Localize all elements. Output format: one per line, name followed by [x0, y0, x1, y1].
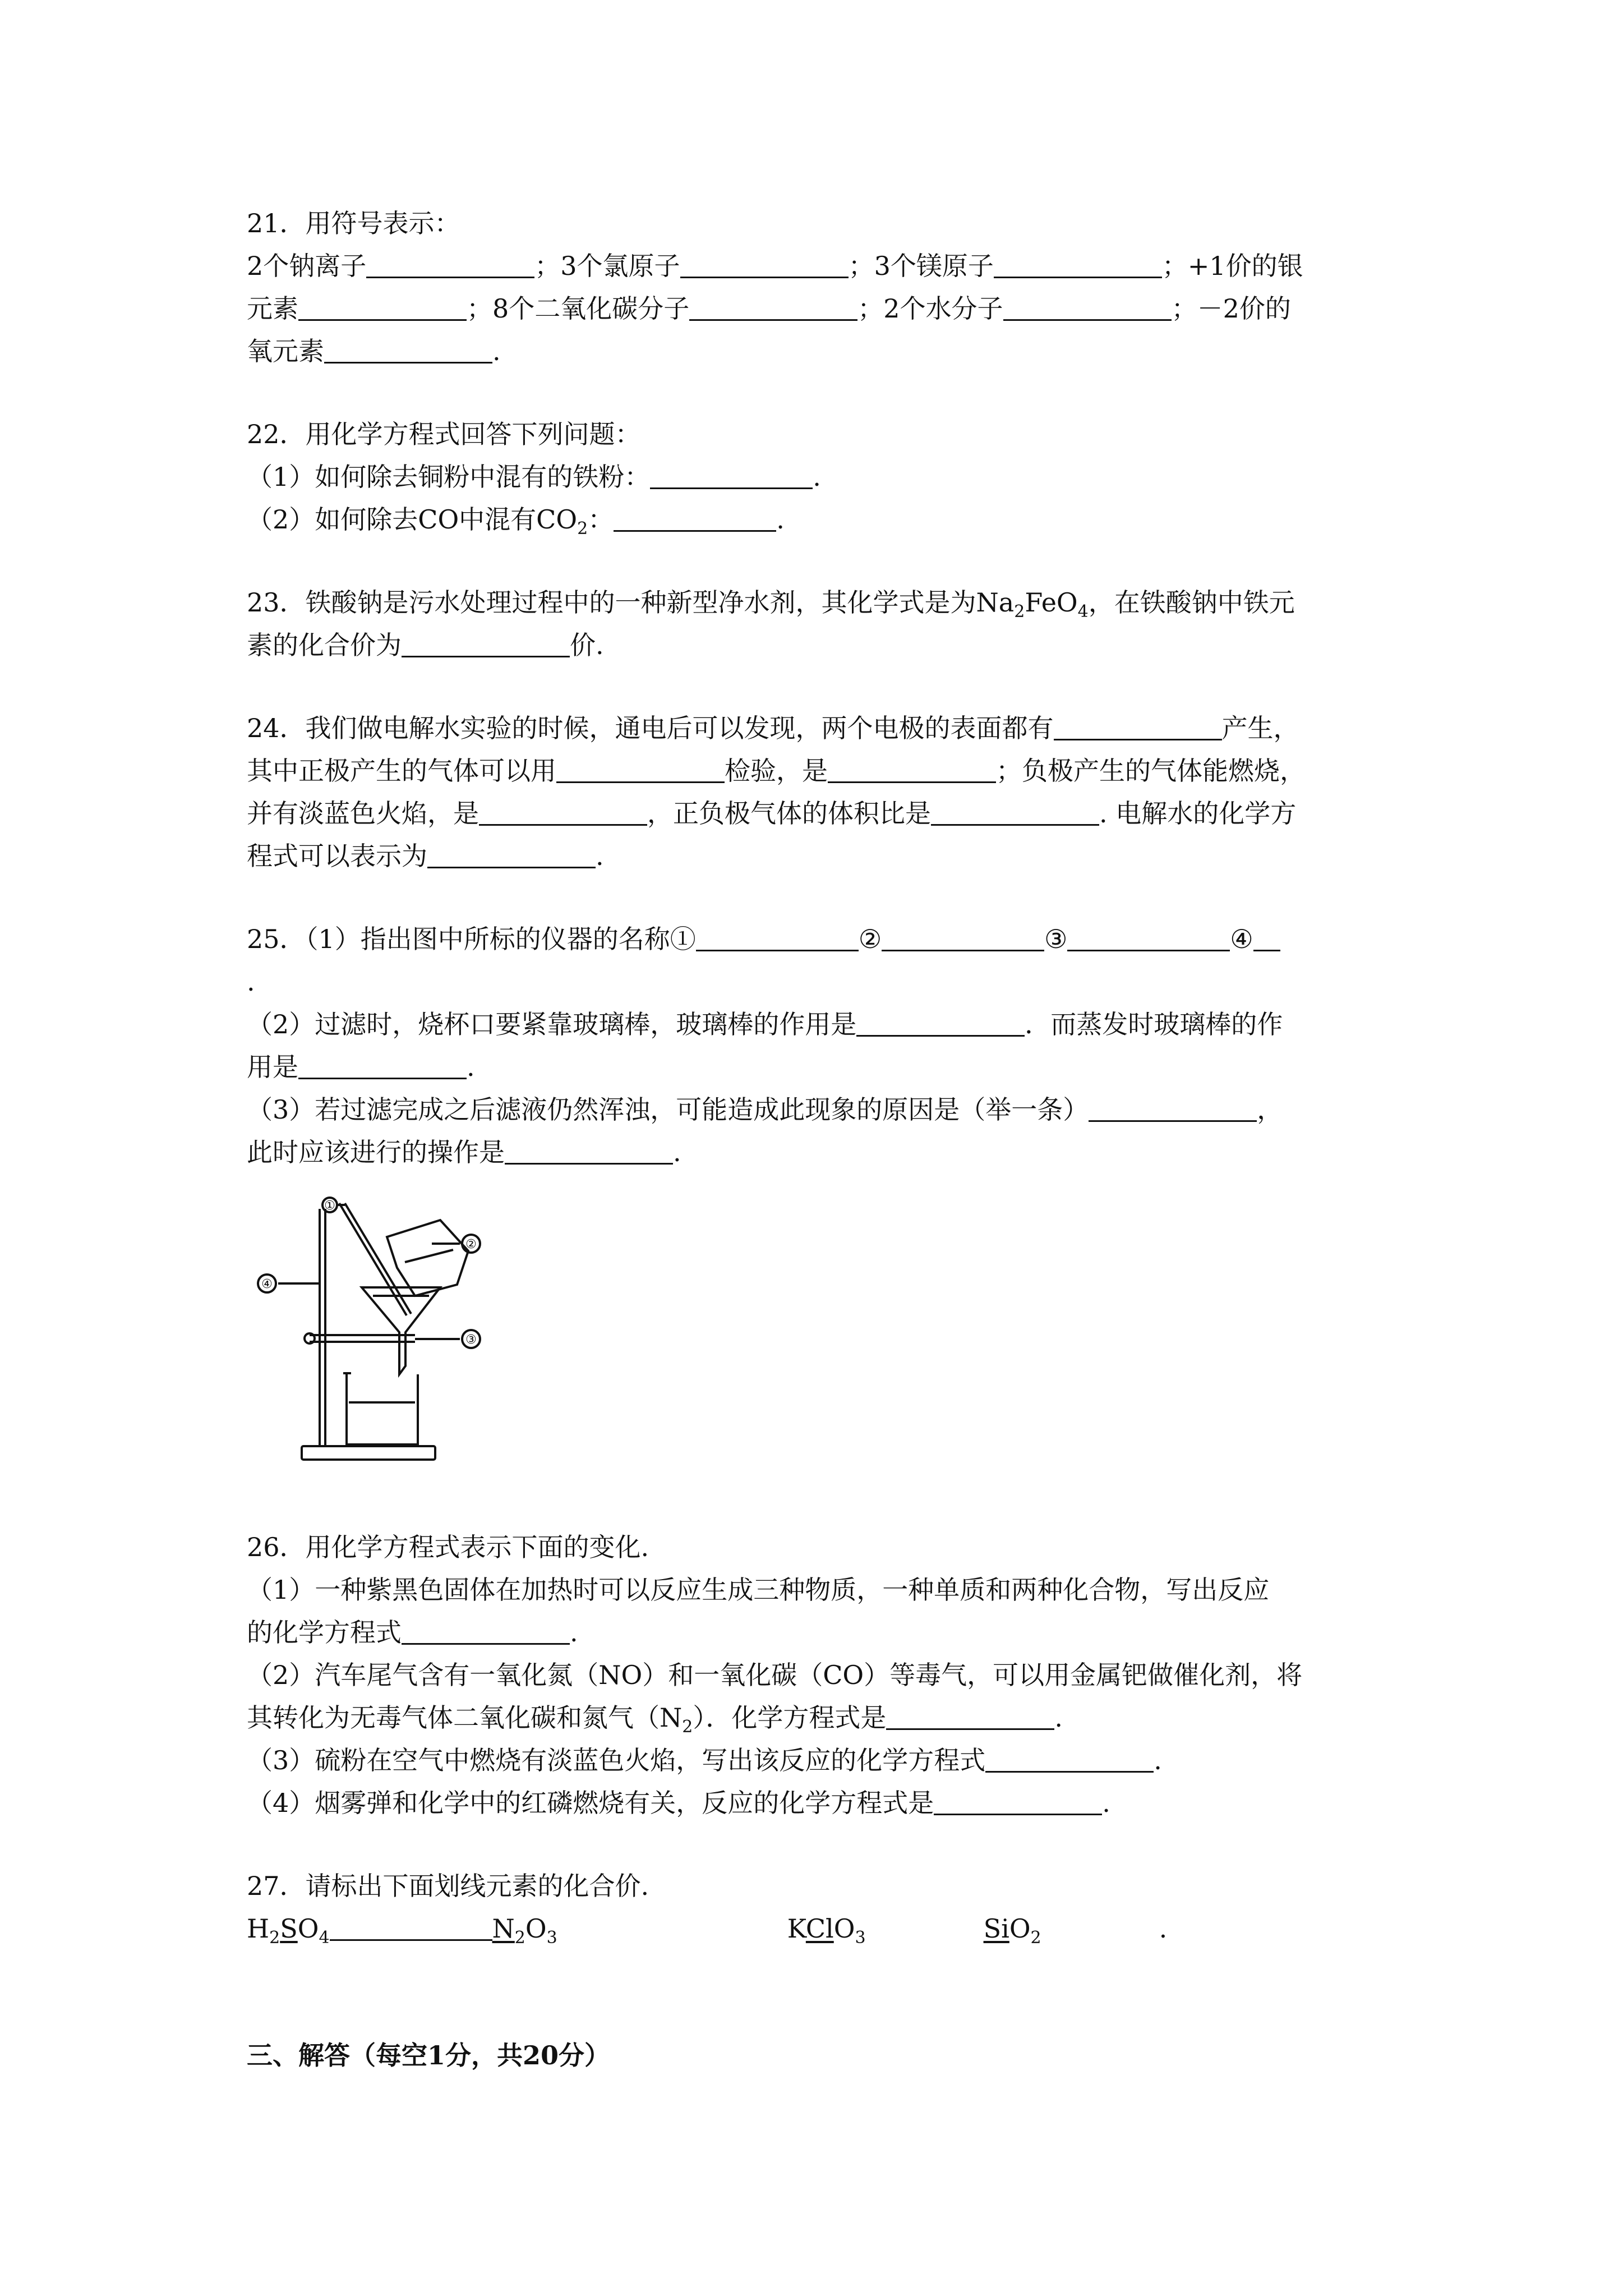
q26-line5: （3）硫粉在空气中燃烧有淡蓝色火焰，写出该反应的化学方程式 . — [247, 1739, 1391, 1782]
answer-blank[interactable] — [994, 247, 1162, 278]
label-2: ② — [465, 1237, 477, 1251]
filtration-apparatus-figure — [247, 1195, 538, 1481]
funnel — [362, 1287, 440, 1374]
answer-blank[interactable] — [696, 921, 859, 951]
q26-line3: （2）汽车尾气含有一氧化氮（NO）和一氧化碳（CO）等毒气，可以用金属钯做催化剂，将 — [247, 1660, 1303, 1690]
answer-blank[interactable] — [689, 290, 857, 321]
answer-blank[interactable] — [614, 501, 776, 532]
exam-page — [247, 202, 1391, 1174]
filtration-diagram — [247, 1195, 538, 1475]
formula-h2so4: $H_2SO_4$ — [247, 1913, 330, 1948]
receiving-beaker — [347, 1374, 418, 1444]
glass-rod — [339, 1203, 407, 1315]
answer-blank[interactable] — [856, 1006, 1025, 1037]
q25-line5: （3）若过滤完成之后滤液仍然浑浊，可能造成此现象的原因是（举一条） ， — [247, 1088, 1391, 1131]
answer-blank[interactable] — [402, 627, 570, 657]
q22-part1: （1）如何除去铜粉中混有的铁粉： . — [247, 455, 1391, 498]
answer-blank[interactable] — [1067, 921, 1230, 951]
answer-blank[interactable] — [934, 1784, 1102, 1815]
answer-blank[interactable] — [882, 921, 1044, 951]
label-1: ① — [324, 1199, 335, 1213]
answer-blank[interactable] — [886, 1699, 1054, 1730]
q26-line6: （4）烟雾弹和化学中的红磷燃烧有关，反应的化学方程式是 . — [247, 1782, 1391, 1824]
q21-line1: 2个钠离子 ；3个氯原子 ；3个镁原子 ；+1价的银 — [247, 245, 1391, 287]
section-3-heading: 三、解答（每空1分，共20分） — [247, 2040, 611, 2070]
answer-blank[interactable] — [1003, 290, 1172, 321]
q24-line4: 程式可以表示为 . — [247, 835, 1391, 877]
q21-line2: 元素 ；8个二氧化碳分子 ；2个水分子 ；－2价的 — [247, 287, 1391, 330]
answer-blank[interactable] — [298, 1048, 467, 1079]
answer-blank[interactable] — [650, 458, 813, 489]
answer-blank[interactable] — [330, 1910, 492, 1941]
q26-line4: 其转化为无毒气体二氧化碳和氮气$(N_2)$．化学方程式是 . — [247, 1696, 1391, 1739]
q22-part2: （2）如何除去CO中混有$CO_2$： . — [247, 498, 1391, 541]
answer-blank[interactable] — [1253, 921, 1280, 951]
q27-formulas: $H_2SO_4$ $N_2O_3$ KClO$_3$ SiO$_2$ . — [247, 1907, 1391, 1950]
pouring-beaker — [387, 1220, 468, 1296]
label-4: ④ — [261, 1277, 273, 1291]
label-3: ③ — [465, 1333, 477, 1347]
q21-title: 21．用符号表示： — [247, 208, 460, 238]
q25-line2: . — [247, 967, 255, 997]
answer-blank[interactable] — [505, 1134, 673, 1165]
stand-base — [302, 1446, 435, 1460]
q25-line6: 此时应该进行的操作是 . — [247, 1131, 1391, 1174]
q24-line1: 24．我们做电解水实验的时候，通电后可以发现，两个电极的表面都有 产生， — [247, 707, 1391, 749]
formula-kclo3: KClO$_3$ — [787, 1913, 866, 1948]
answer-blank[interactable] — [556, 752, 725, 783]
answer-blank[interactable] — [324, 333, 492, 364]
q23-line1: 23．铁酸钠是污水处理过程中的一种新型净水剂，其化学式是为$Na_2FeO_4$，在铁酸钠中铁元 — [247, 587, 1295, 622]
q25-line1: 25．（1）指出图中所标的仪器的名称① ② ③ ④ — [247, 918, 1391, 960]
answer-blank[interactable] — [479, 795, 647, 826]
q22-title: 22．用化学方程式回答下列问题： — [247, 419, 641, 449]
q24-line3: 并有淡蓝色火焰，是 ，正负极气体的体积比是 . 电解水的化学方 — [247, 792, 1391, 835]
answer-blank[interactable] — [298, 290, 467, 321]
answer-blank[interactable] — [828, 752, 996, 783]
answer-blank[interactable] — [402, 1614, 570, 1645]
q26-title: 26．用化学方程式表示下面的变化. — [247, 1532, 649, 1562]
q26-line1: （1）一种紫黑色固体在加热时可以反应生成三种物质，一种单质和两种化合物，写出反应 — [247, 1575, 1270, 1605]
q25-line4: 用是 . — [247, 1046, 1391, 1088]
q21-line3: 氧元素 . — [247, 330, 1391, 372]
answer-blank[interactable] — [366, 247, 534, 278]
answer-blank[interactable] — [985, 1742, 1154, 1773]
answer-blank[interactable] — [1089, 1091, 1257, 1122]
q23-line2: 素的化合价为 价. — [247, 624, 1391, 666]
q25-line3: （2）过滤时，烧杯口要紧靠玻璃棒，玻璃棒的作用是 ．而蒸发时玻璃棒的作 — [247, 1003, 1391, 1046]
q27-title: 27．请标出下面划线元素的化合价. — [247, 1871, 649, 1901]
formula-n2o3: $N_2O_3$ — [492, 1913, 557, 1948]
formula-sio2: SiO$_2$ — [983, 1913, 1041, 1948]
answer-blank[interactable] — [931, 795, 1099, 826]
exam-page-lower — [247, 1526, 1391, 2077]
answer-blank[interactable] — [680, 247, 849, 278]
answer-blank[interactable] — [427, 838, 596, 868]
q24-line2: 其中正极产生的气体可以用 检验，是 ；负极产生的气体能燃烧， — [247, 749, 1391, 792]
q26-line2: 的化学方程式 . — [247, 1611, 1391, 1654]
answer-blank[interactable] — [1054, 710, 1222, 740]
